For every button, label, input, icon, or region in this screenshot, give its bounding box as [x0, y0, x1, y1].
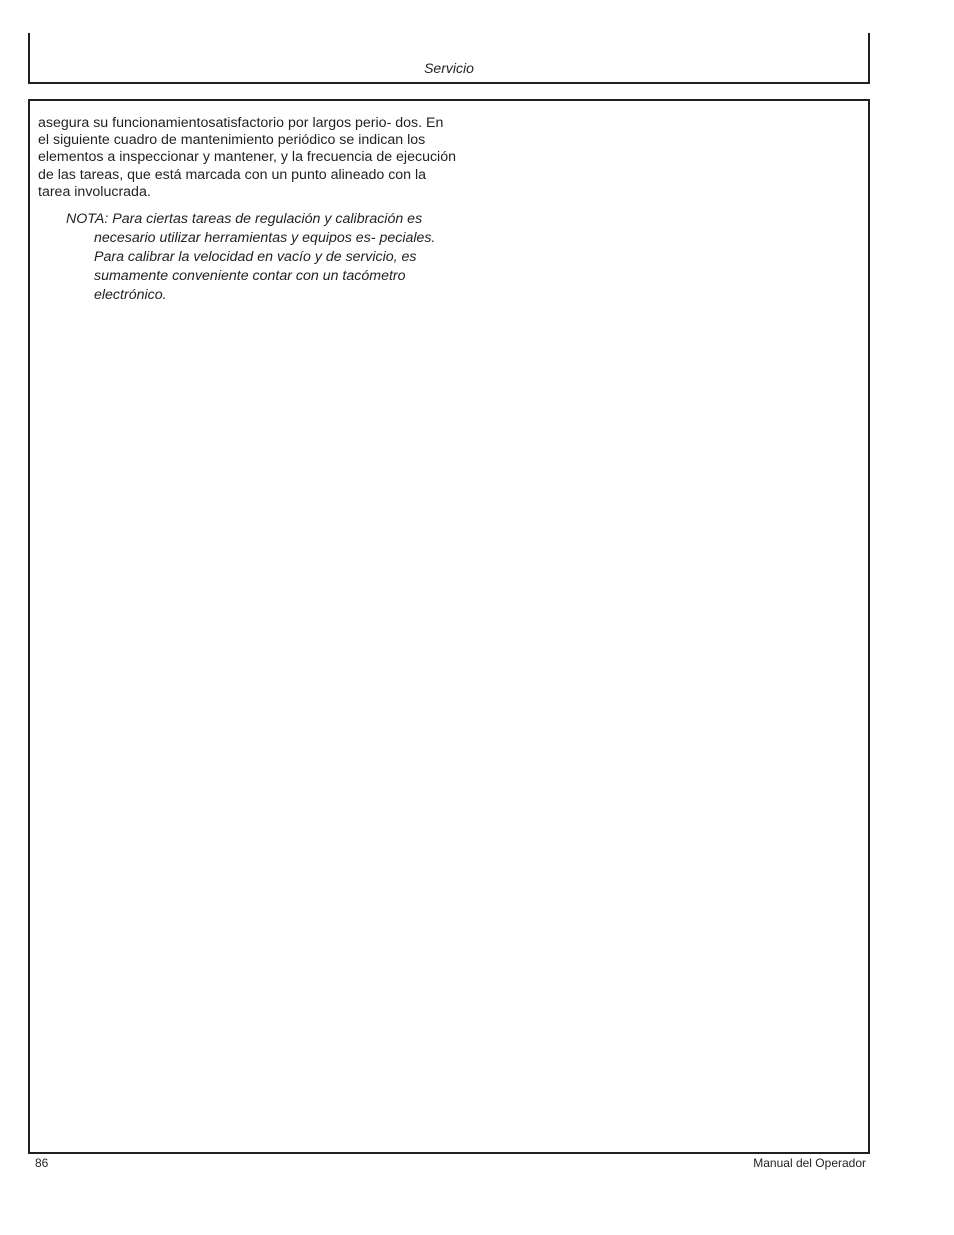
manual-name: Manual del Operador	[753, 1156, 866, 1170]
section-title: Servicio	[424, 60, 474, 76]
content-frame	[28, 99, 870, 1154]
body-paragraph: asegura su funcionamientosatisfactorio por largos perio- dos. En el siguiente cuadro de mantenimiento periódico se indican los elementos a inspeccionar y mantener, y la frecuencia de ejecución de las tareas, que está marcada con un punto alineado con la tarea involucrada.	[38, 115, 456, 200]
page-header	[28, 33, 870, 84]
text-column	[38, 115, 458, 305]
note-paragraph: NOTA: Para ciertas tareas de regulación y calibración es necesario utilizar herramientas y equipos es- peciales. Para calibrar la velocidad en vacío y de servicio, es sumamente conveniente contar con un tacómetro electrónico.	[66, 211, 436, 304]
page-number: 86	[35, 1156, 49, 1170]
